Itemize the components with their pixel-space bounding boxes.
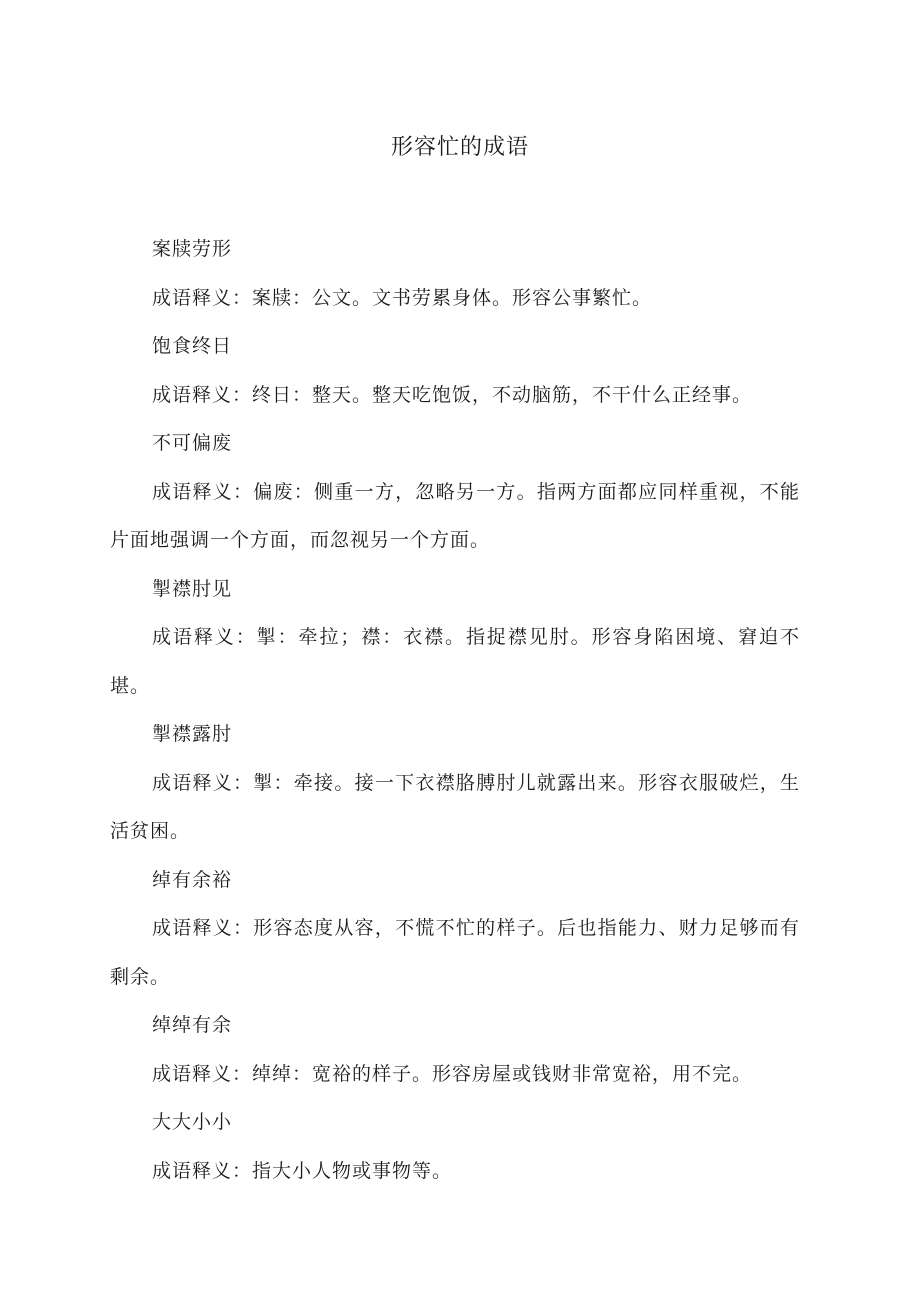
idiom-name: 大大小小 (152, 1111, 233, 1133)
idiom-name: 饱食终日 (152, 335, 233, 357)
idiom-name: 案牍劳形 (152, 238, 233, 260)
idiom-name: 不可偏废 (152, 432, 233, 454)
idiom-name: 掣襟露肘 (152, 723, 233, 745)
idiom-name: 掣襟肘见 (152, 577, 233, 600)
idiom-explanation: 成语释义：掣：牵接。接一下衣襟胳膊肘儿就露出来。形容衣服破烂，生活贫困。 (110, 771, 800, 842)
idiom-explanation: 成语释义：绰绰：宽裕的样子。形容房屋或钱财非常宽裕，用不完。 (152, 1062, 753, 1085)
idiom-name: 绰绰有余 (152, 1014, 233, 1036)
idiom-list (110, 225, 800, 1195)
idiom-explanation: 成语释义：终日：整天。整天吃饱饭，不动脑筋，不干什么正经事。 (152, 383, 753, 406)
page-title: 形容忙的成语 (390, 135, 529, 160)
idiom-explanation: 成语释义：偏废：侧重一方，忽略另一方。指两方面都应同样重视，不能片面地强调一个方面，而忽视另一个方面。 (110, 480, 800, 551)
idiom-explanation: 成语释义：掣：牵拉；襟：衣襟。指捉襟见肘。形容身陷困境、窘迫不堪。 (110, 626, 800, 697)
idiom-explanation: 成语释义：形容态度从容，不慌不忙的样子。后也指能力、财力足够而有剩余。 (110, 917, 800, 988)
idiom-explanation: 成语释义：指大小人物或事物等。 (152, 1159, 453, 1182)
idiom-explanation: 成语释义：案牍：公文。文书劳累身体。形容公事繁忙。 (152, 286, 653, 309)
idiom-name: 绰有余裕 (152, 868, 233, 891)
